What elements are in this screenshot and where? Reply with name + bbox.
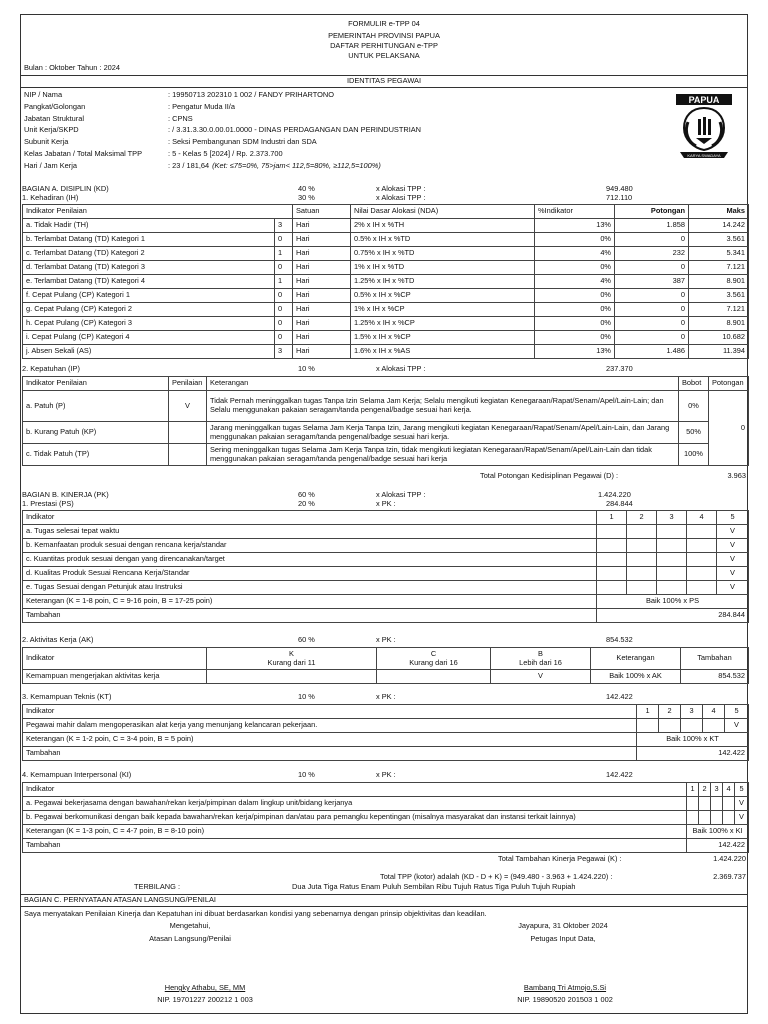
kt-cell-2	[659, 719, 681, 733]
terbilang-label: TERBILANG :	[134, 882, 180, 891]
ps-row-label: d. Kualitas Produk Sesuai Rencana Kerja/Standar	[23, 567, 597, 581]
ih-cell: Hari	[293, 275, 351, 289]
ki-title: 4. Kemampuan Interpersonal (KI)	[22, 770, 132, 779]
ih-cell: 232	[615, 247, 689, 261]
ih-cell: 0	[275, 317, 293, 331]
ps-score-cell	[657, 539, 687, 553]
achievement-table	[22, 510, 749, 623]
ih-cell: 7.121	[689, 303, 749, 317]
ki-scale-2: 2	[699, 783, 711, 797]
ki-score-cell	[699, 811, 711, 825]
ki-scale-1: 1	[687, 783, 699, 797]
discipline-total-value: 3.963	[727, 471, 746, 480]
ki-score-cell: V	[735, 811, 749, 825]
kt-scale-3: 3	[681, 705, 703, 719]
kt-alloc: x PK :	[376, 692, 396, 701]
ak-cell-c	[377, 670, 491, 684]
ih-row	[23, 317, 749, 331]
ih-cell: a. Tidak Hadir (TH)	[23, 219, 275, 233]
ps-score-cell	[627, 553, 657, 567]
identity-value-text: : CPNS	[168, 113, 193, 123]
kt-scale-4: 4	[703, 705, 725, 719]
ak-ket-value: Baik 100% x AK	[591, 670, 681, 684]
identity-value-text: : 23 / 181,64	[168, 160, 210, 170]
ih-cell: 0	[615, 331, 689, 345]
ki-row	[23, 811, 749, 825]
terbilang-words: Dua Juta Tiga Ratus Enam Puluh Sembilan Ribu Tujuh Ratus Tiga Puluh Tujuh Rupiah	[292, 882, 576, 891]
ki-score-cell	[687, 811, 699, 825]
signer-right-nip: NIP. 19890520 201503 1 002	[517, 995, 613, 1004]
ki-row	[23, 797, 749, 811]
ps-scale-5: 5	[717, 511, 749, 525]
ps-score-cell	[597, 567, 627, 581]
ak-header-k	[207, 648, 377, 670]
ih-cell: g. Cepat Pulang (CP) Kategori 2	[23, 303, 275, 317]
ps-row	[23, 553, 749, 567]
signer-left-name: Hengky Athabu, SE, MM	[164, 983, 246, 992]
ip-row-label: c. Tidak Patuh (TP)	[23, 444, 169, 466]
ip-row-desc: Jarang meninggalkan tugas Selama Jam Kerja Tanpa Izin, Jarang mengikuti kegiatan Kenegaraan/Rapat/Senam/Apel/Lain-Lain, dan Jarang menggunakan pakaian seragam/tanda pengenal/badge sesuai hari kerja.	[207, 422, 679, 444]
ih-cell: Hari	[293, 261, 351, 275]
ih-row	[23, 261, 749, 275]
identity-key: Subunit Kerja	[24, 137, 69, 147]
ip-header-keterangan: Keterangan	[207, 377, 679, 391]
list-title: DAFTAR PERHITUNGAN e-TPP	[330, 41, 438, 50]
ip-header-potongan: Potongan	[709, 377, 749, 391]
ih-row	[23, 247, 749, 261]
signer-right-name: Bambang Tri Atmojo,S.Si	[523, 983, 607, 992]
ki-score-cell	[711, 797, 723, 811]
signer-left-l2: Atasan Langsung/Penilai	[149, 934, 231, 943]
ih-cell: Hari	[293, 331, 351, 345]
ih-cell: b. Terlambat Datang (TD) Kategori 1	[23, 233, 275, 247]
ih-cell: 3	[275, 345, 293, 359]
ih-cell: Hari	[293, 219, 351, 233]
form-code: FORMULIR e-TPP 04	[348, 19, 420, 28]
kt-ket-label: Keterangan (K = 1-2 poin, C = 3-4 poin, B = 5 poin)	[23, 733, 637, 747]
ps-row-label: e. Tugas Sesuai dengan Petunjuk atau Instruksi	[23, 581, 597, 595]
ak-b-desc: Lebih dari 16	[519, 657, 562, 667]
kt-title: 3. Kemampuan Teknis (KT)	[22, 692, 112, 701]
ih-row	[23, 233, 749, 247]
ps-pct: 20 %	[298, 499, 315, 508]
ih-row	[23, 219, 749, 233]
ih-header-cell: Maks	[689, 205, 749, 219]
kt-ket-value: Baik 100% x KT	[637, 733, 749, 747]
ih-cell: 0	[275, 233, 293, 247]
kt-cell-3	[681, 719, 703, 733]
ki-alloc: x PK :	[376, 770, 396, 779]
ih-header-cell: Potongan	[615, 205, 689, 219]
period-label: Bulan : Oktober Tahun : 2024	[24, 63, 121, 72]
part-a-value: 949.480	[606, 184, 633, 193]
kt-scale-2: 2	[659, 705, 681, 719]
papua-logo	[674, 92, 734, 162]
ps-scale-2: 2	[627, 511, 657, 525]
ps-row	[23, 581, 749, 595]
ih-cell: 0	[275, 261, 293, 275]
ih-cell: 8.901	[689, 317, 749, 331]
part-a-title: BAGIAN A. DISIPLIN (KD)	[22, 184, 109, 193]
identity-value-text: : Seksi Pembangunan SDM Industri dan SDA	[168, 137, 317, 147]
ps-row-label: a. Tugas selesai tepat waktu	[23, 525, 597, 539]
ki-score-cell	[723, 811, 735, 825]
ip-header-bobot: Bobot	[679, 377, 709, 391]
ip-row-weight: 0%	[679, 391, 709, 422]
ki-score-cell	[711, 811, 723, 825]
part-b-alloc: x Alokasi TPP :	[376, 490, 426, 499]
ih-cell: 10.682	[689, 331, 749, 345]
ps-score-cell: V	[717, 581, 749, 595]
ps-row	[23, 567, 749, 581]
ps-tambahan-label: Tambahan	[23, 609, 597, 623]
part-a-pct: 40 %	[298, 184, 315, 193]
ih-cell: 1	[275, 275, 293, 289]
ip-row-mark	[169, 444, 207, 466]
technical-table	[22, 704, 749, 761]
ps-header-indikator: Indikator	[23, 511, 597, 525]
ki-tambahan-value: 142.422	[687, 839, 749, 853]
ip-alloc: x Alokasi TPP :	[376, 364, 426, 373]
ki-score-cell: V	[735, 797, 749, 811]
ps-scale-4: 4	[687, 511, 717, 525]
identity-value	[168, 150, 283, 159]
ps-score-cell	[627, 539, 657, 553]
ps-ket-value: Baik 100% x PS	[597, 595, 749, 609]
ih-cell: Hari	[293, 247, 351, 261]
kt-cell-5: V	[725, 719, 749, 733]
ps-tambahan-value: 284.844	[597, 609, 749, 623]
ps-score-cell	[597, 553, 627, 567]
ps-value: 284.844	[606, 499, 633, 508]
kt-tambahan-value: 142.422	[637, 747, 749, 761]
ih-cell: f. Cepat Pulang (CP) Kategori 1	[23, 289, 275, 303]
ih-row	[23, 303, 749, 317]
ih-header-cell: Indikator Penilaian	[23, 205, 293, 219]
ps-score-cell	[627, 567, 657, 581]
ip-header-indikator: Indikator Penilaian	[23, 377, 169, 391]
identity-value	[168, 103, 235, 112]
ih-header-cell: Nilai Dasar Alokasi (NDA)	[351, 205, 535, 219]
kt-cell-1	[637, 719, 659, 733]
ih-cell: Hari	[293, 233, 351, 247]
ih-cell: 11.394	[689, 345, 749, 359]
ak-k-code: K	[289, 648, 294, 658]
ih-cell: 5.341	[689, 247, 749, 261]
attendance-table	[22, 204, 749, 359]
ih-cell: 1.25% x IH x %TD	[351, 275, 535, 289]
ih-cell: 0	[615, 261, 689, 275]
ih-header-cell: %Indikator	[535, 205, 615, 219]
ip-row-weight: 100%	[679, 444, 709, 466]
performance-total-label: Total Tambahan Kinerja Pegawai (K) :	[498, 854, 622, 863]
ih-cell: 3.561	[689, 233, 749, 247]
ih-cell: 4%	[535, 247, 615, 261]
ps-score-cell	[657, 567, 687, 581]
tpp-label: Total TPP (kotor) adalah (KD - D + K) = (949.480 - 3.963 + 1.424.220) :	[380, 872, 613, 881]
ps-score-cell	[687, 525, 717, 539]
ps-row-label: b. Kemanfaatan produk sesuai dengan rencana kerja/standar	[23, 539, 597, 553]
ih-cell: 1.858	[615, 219, 689, 233]
ki-pct: 10 %	[298, 770, 315, 779]
kt-tambahan-label: Tambahan	[23, 747, 637, 761]
ih-row	[23, 275, 749, 289]
part-b-pct: 60 %	[298, 490, 315, 499]
ih-title: 1. Kehadiran (IH)	[22, 193, 79, 202]
compliance-table	[22, 376, 749, 466]
ps-row	[23, 539, 749, 553]
ak-tambahan-value: 854.532	[681, 670, 749, 684]
ps-scale-3: 3	[657, 511, 687, 525]
ki-value: 142.422	[606, 770, 633, 779]
ps-ket-label: Keterangan (K = 1-8 poin, C = 9-16 poin, B = 17-25 poin)	[23, 595, 597, 609]
signer-left-l1: Mengetahui,	[169, 921, 211, 930]
ak-row-label: Kemampuan mengerjakan aktivitas kerja	[23, 670, 207, 684]
logo-text: PAPUA	[688, 95, 720, 105]
discipline-total-label: Total Potongan Kedisiplinan Pegawai (D) :	[480, 471, 619, 480]
ih-cell: 1	[275, 247, 293, 261]
ih-cell: 0	[615, 233, 689, 247]
kt-header-indikator: Indikator	[23, 705, 637, 719]
ih-cell: c. Terlambat Datang (TD) Kategori 2	[23, 247, 275, 261]
ak-header-tambahan: Tambahan	[681, 648, 749, 670]
ki-score-cell	[687, 797, 699, 811]
ih-cell: 0%	[535, 303, 615, 317]
ak-header-indikator: Indikator	[23, 648, 207, 670]
ih-value: 712.110	[606, 193, 633, 202]
ih-cell: 0	[615, 317, 689, 331]
ih-cell: Hari	[293, 317, 351, 331]
ps-score-cell	[687, 539, 717, 553]
ih-cell: 0	[275, 331, 293, 345]
ih-row	[23, 345, 749, 359]
ih-cell: i. Cepat Pulang (CP) Kategori 4	[23, 331, 275, 345]
ip-potongan-value: 0	[709, 391, 749, 466]
ki-score-cell	[723, 797, 735, 811]
ki-tambahan-label: Tambahan	[23, 839, 687, 853]
identity-key: NIP / Nama	[24, 90, 63, 99]
ak-value: 854.532	[606, 635, 633, 644]
ak-alloc: x PK :	[376, 635, 396, 644]
ps-score-cell	[597, 539, 627, 553]
ps-row	[23, 525, 749, 539]
ih-cell: 3	[275, 219, 293, 233]
identity-key: Kelas Jabatan / Total Maksimal TPP	[24, 149, 143, 158]
ps-score-cell: V	[717, 553, 749, 567]
ps-score-cell: V	[717, 525, 749, 539]
identity-title: IDENTITAS PEGAWAI	[346, 76, 422, 85]
ip-value: 237.370	[606, 364, 633, 373]
ak-pct: 60 %	[298, 635, 315, 644]
identity-value-text: : Pengatur Muda II/a	[168, 101, 235, 111]
ak-cell-k	[207, 670, 377, 684]
tpp-value: 2.369.737	[713, 872, 746, 881]
ps-score-cell	[657, 525, 687, 539]
ih-cell: 3.561	[689, 289, 749, 303]
government-name: PEMERINTAH PROVINSI PAPUA	[328, 31, 440, 40]
signer-right-l1: Jayapura, 31 Oktober 2024	[518, 921, 608, 930]
ps-score-cell	[627, 581, 657, 595]
identity-key: Pangkat/Golongan	[24, 101, 86, 111]
identity-value	[168, 126, 421, 135]
ps-score-cell: V	[717, 567, 749, 581]
identity-value-text: : 19950713 202310 1 002 / FANDY PRIHARTONO	[168, 90, 334, 99]
ps-title: 1. Prestasi (PS)	[22, 499, 74, 508]
ih-cell: 0%	[535, 233, 615, 247]
ih-cell: 0%	[535, 317, 615, 331]
activity-table	[22, 647, 749, 684]
ak-c-code: C	[430, 648, 437, 658]
ih-cell: j. Absen Sekali (AS)	[23, 345, 275, 359]
ih-cell: 2% x IH x %TH	[351, 219, 535, 233]
ip-row-label: a. Patuh (P)	[23, 391, 169, 422]
identity-value-text: : 5 - Kelas 5 [2024] / Rp. 2.373.700	[168, 149, 283, 158]
ih-cell: 1.5% x IH x %CP	[351, 331, 535, 345]
ps-score-cell: V	[717, 539, 749, 553]
ak-cell-b: V	[491, 670, 591, 684]
kt-scale-5: 5	[725, 705, 749, 719]
ip-row-label: b. Kurang Patuh (KP)	[23, 422, 169, 444]
ih-cell: Hari	[293, 303, 351, 317]
ps-row-label: c. Kuantitas produk sesuai dengan yang direncanakan/target	[23, 553, 597, 567]
identity-value	[168, 115, 193, 124]
identity-key: Hari / Jam Kerja	[24, 160, 77, 170]
ih-cell: 14.242	[689, 219, 749, 233]
ki-ket-value: Baik 100% x KI	[687, 825, 749, 839]
ih-cell: 0	[275, 303, 293, 317]
kt-row-label: Pegawai mahir dalam mengoperasikan alat kerja yang menunjang kelancaran pekerjaan.	[23, 719, 637, 733]
signer-left-nip: NIP. 19701227 200212 1 003	[157, 995, 253, 1004]
ih-cell: 0.75% x IH x %TD	[351, 247, 535, 261]
part-a-alloc: x Alokasi TPP :	[376, 184, 426, 193]
ih-cell: 0%	[535, 261, 615, 275]
kt-cell-4	[703, 719, 725, 733]
ih-cell: 0%	[535, 331, 615, 345]
ak-c-desc: Kurang dari 16	[409, 657, 458, 667]
part-b-title: BAGIAN B. KINERJA (PK)	[22, 490, 109, 499]
ih-cell: h. Cepat Pulang (CP) Kategori 3	[23, 317, 275, 331]
ps-alloc: x PK :	[376, 499, 396, 508]
ps-score-cell	[627, 525, 657, 539]
ih-cell: 8.901	[689, 275, 749, 289]
ih-cell: 0.5% x IH x %CP	[351, 289, 535, 303]
ih-cell: e. Terlambat Datang (TD) Kategori 4	[23, 275, 275, 289]
identity-key: Unit Kerja/SKPD	[24, 125, 79, 135]
ps-score-cell	[687, 567, 717, 581]
ih-cell: 0	[615, 289, 689, 303]
ih-cell: 13%	[535, 345, 615, 359]
ps-score-cell	[657, 581, 687, 595]
ip-row-desc: Sering meninggalkan tugas Selama Jam Kerja Tanpa Izin, tidak mengikuti kegiatan Kenegaraan/Rapat/Senam/Apel/Lain-Lain dan tidak menggunakan pakaian seragam/tanda pengenal/badge sesuai hari kerja	[207, 444, 679, 466]
ps-scale-1: 1	[597, 511, 627, 525]
ps-score-cell	[687, 581, 717, 595]
ki-score-cell	[699, 797, 711, 811]
ih-cell: 0	[275, 289, 293, 303]
ps-score-cell	[687, 553, 717, 567]
ip-title: 2. Kepatuhan (IP)	[22, 364, 80, 373]
ih-alloc: x Alokasi TPP :	[376, 193, 426, 202]
ih-cell: 7.121	[689, 261, 749, 275]
hours-note: (Ket: ≤75=0%, 75>jam< 112,5=80%, ≥112,5=100%)	[212, 160, 381, 170]
ih-header-cell: Satuan	[293, 205, 351, 219]
logo-motto: KARYA SWADAYA	[687, 153, 721, 158]
identity-value	[168, 138, 317, 147]
ih-cell: 4%	[535, 275, 615, 289]
ip-header-penilaian: Penilaian	[169, 377, 207, 391]
ak-header-keterangan: Keterangan	[591, 648, 681, 670]
ih-cell: 1.486	[615, 345, 689, 359]
ki-header-indikator: Indikator	[23, 783, 687, 797]
ak-b-code: B	[538, 648, 543, 658]
identity-value-text: : / 3.31.3.30.0.00.01.0000 - DINAS PERDAGANGAN DAN PERINDUSTRIAN	[168, 125, 422, 135]
ih-cell: 13%	[535, 219, 615, 233]
ih-pct: 30 %	[298, 193, 315, 202]
performance-total-value: 1.424.220	[713, 854, 746, 863]
ih-cell: 0.5% x IH x %TD	[351, 233, 535, 247]
ih-cell: Hari	[293, 289, 351, 303]
ki-row-label: b. Pegawai berkomunikasi dengan baik kepada bawahan/rekan kerja/pimpinan dan/atau para pemangku kepentingan (misalnya masyarakat dan instansi terkait lainnya)	[23, 811, 687, 825]
ih-cell: Hari	[293, 345, 351, 359]
ak-header-c	[377, 648, 491, 670]
ps-score-cell	[597, 525, 627, 539]
interpersonal-table	[22, 782, 749, 853]
ih-cell: 0%	[535, 289, 615, 303]
ki-ket-label: Keterangan (K = 1-3 poin, C = 4-7 poin, B = 8-10 poin)	[23, 825, 687, 839]
ip-row-desc: Tidak Pernah meninggalkan tugas Tanpa Izin Selama Jam Kerja; Selalu mengikuti kegiatan Kenegaraan/Rapat/Senam/Apel/Lain-Lain; dan Selalu menggunakan pakaian seragam/tanda pengenal/badge sesuai hari kerja.	[207, 391, 679, 422]
ih-cell: 1% x IH x %TD	[351, 261, 535, 275]
ih-row	[23, 331, 749, 345]
ps-score-cell	[597, 581, 627, 595]
ih-cell: 387	[615, 275, 689, 289]
ih-cell: 1.6% x IH x %AS	[351, 345, 535, 359]
ih-cell: 1.25% x IH x %CP	[351, 317, 535, 331]
ak-k-desc: Kurang dari 11	[267, 657, 316, 667]
ki-row-label: a. Pegawai bekerjasama dengan bawahan/rekan kerja/pimpinan dalam lingkup unit/bidang kerjanya	[23, 797, 687, 811]
signer-right-l2: Petugas Input Data,	[530, 934, 596, 943]
ps-score-cell	[657, 553, 687, 567]
ih-cell: 1% x IH x %CP	[351, 303, 535, 317]
ih-cell: 0	[615, 303, 689, 317]
ak-title: 2. Aktivitas Kerja (AK)	[22, 635, 94, 644]
ip-row-weight: 50%	[679, 422, 709, 444]
ki-scale-3: 3	[711, 783, 723, 797]
ip-row-mark: V	[169, 391, 207, 422]
ak-header-b	[491, 648, 591, 670]
kt-value: 142.422	[606, 692, 633, 701]
part-c-title: BAGIAN C. PERNYATAAN ATASAN LANGSUNG/PENILAI	[24, 895, 216, 904]
ip-pct: 10 %	[298, 364, 315, 373]
unit-title: UNTUK PELAKSANA	[348, 51, 420, 60]
kt-scale-1: 1	[637, 705, 659, 719]
ih-cell: d. Terlambat Datang (TD) Kategori 3	[23, 261, 275, 275]
part-c-statement: Saya menyatakan Penilaian Kinerja dan Kepatuhan ini dibuat berdasarkan kondisi yang sebenarnya dengan prinsip objektivitas dan keadilan.	[24, 909, 487, 918]
ki-scale-4: 4	[723, 783, 735, 797]
ki-scale-5: 5	[735, 783, 749, 797]
identity-key: Jabatan Struktural	[24, 113, 84, 123]
ip-row-mark	[169, 422, 207, 444]
kt-pct: 10 %	[298, 692, 315, 701]
ih-row	[23, 289, 749, 303]
part-b-value: 1.424.220	[598, 490, 631, 499]
identity-value	[168, 91, 334, 100]
identity-value	[168, 162, 381, 171]
